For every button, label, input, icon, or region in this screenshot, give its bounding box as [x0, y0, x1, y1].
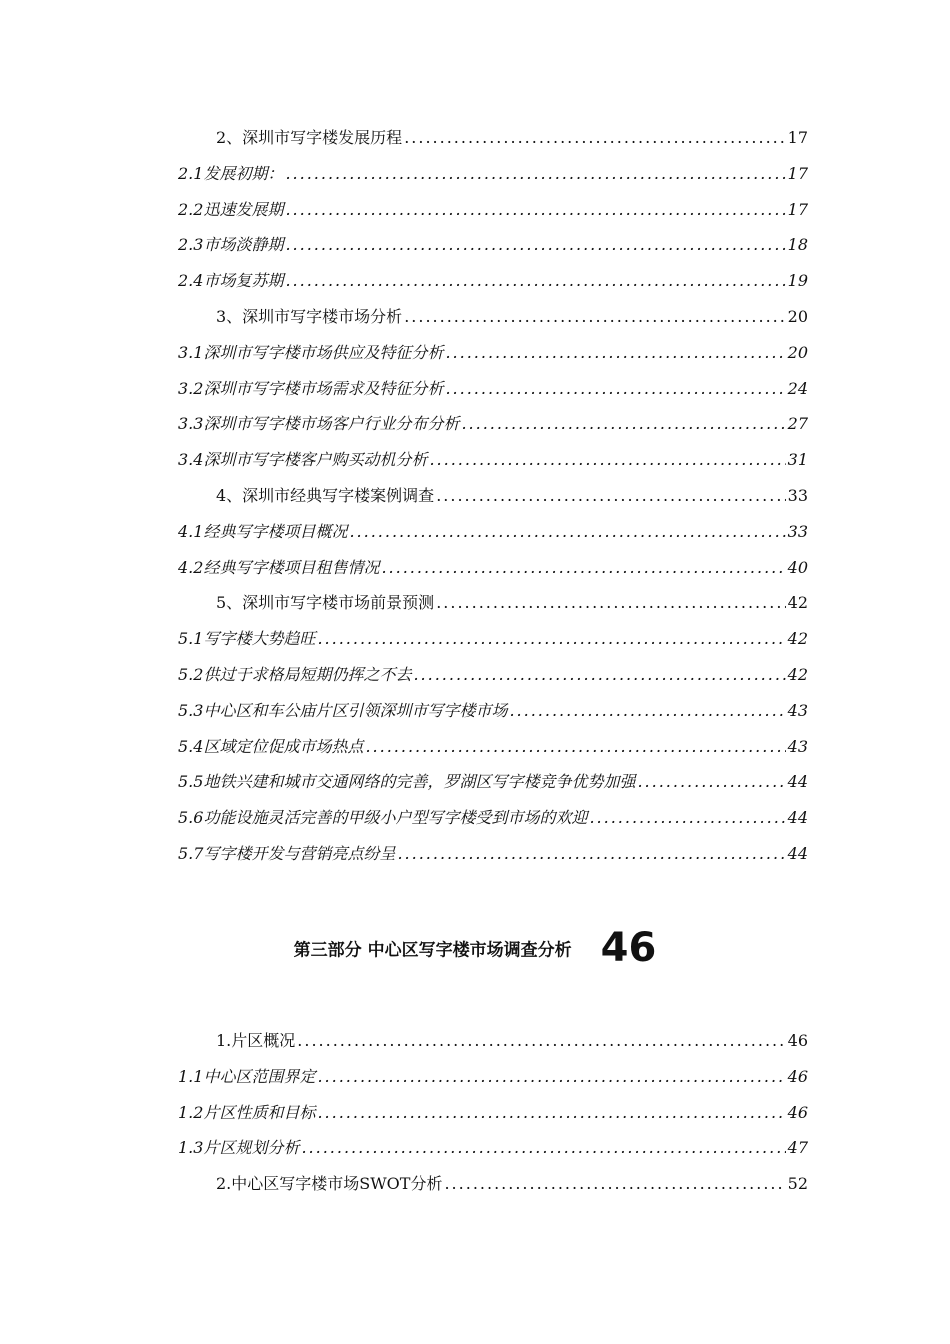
- toc-entry-label: 1.1中心区范围界定: [178, 1066, 316, 1086]
- toc-entry-label: 3.4深圳市写字楼客户购买动机分析: [178, 450, 428, 470]
- toc-entry-page: 19: [787, 271, 808, 291]
- toc-entry[interactable]: [178, 120, 808, 156]
- toc-entry-page: 46: [787, 1066, 808, 1086]
- toc-entry-page: 20: [787, 306, 808, 326]
- dot-leader: [509, 693, 785, 729]
- toc-entry-label: 3、深圳市写字楼市场分析: [216, 306, 403, 326]
- toc-entry-page: 20: [787, 342, 808, 362]
- toc-entry-page: 46: [787, 1102, 808, 1122]
- toc-entry[interactable]: [178, 478, 808, 514]
- dot-leader: [589, 800, 785, 836]
- toc-entry-label: 5.6功能设施灵活完善的甲级小户型写字楼受到市场的欢迎: [178, 808, 588, 828]
- dot-leader: [397, 836, 785, 872]
- toc-entry-page: 40: [787, 557, 808, 577]
- part-title: 第三部分 中心区写字楼市场调查分析: [293, 940, 572, 961]
- toc-entry[interactable]: [178, 621, 808, 657]
- dot-leader: [285, 227, 785, 263]
- dot-leader: [461, 406, 785, 442]
- toc-entry[interactable]: [178, 836, 808, 872]
- part-page-number: 46: [600, 925, 657, 971]
- toc-entry[interactable]: [178, 514, 808, 550]
- toc-entry[interactable]: [178, 156, 808, 192]
- toc-entry-page: 42: [787, 664, 808, 684]
- toc-entry[interactable]: [178, 335, 808, 371]
- toc-entry-label: 2.3市场淡静期: [178, 235, 284, 255]
- toc-entry-page: 47: [787, 1138, 808, 1158]
- toc-entry-label: 4、深圳市经典写字楼案例调查: [216, 485, 435, 505]
- toc-entry[interactable]: [178, 1166, 808, 1202]
- dot-leader: [445, 371, 785, 407]
- toc-entry[interactable]: [178, 371, 808, 407]
- toc-entry-label: 5.7写字楼开发与营销亮点纷呈: [178, 843, 396, 863]
- dot-leader: [301, 1130, 785, 1166]
- toc-entry-label: 1.3片区规划分析: [178, 1138, 300, 1158]
- dot-leader: [297, 1023, 785, 1059]
- dot-leader: [317, 621, 785, 657]
- toc-entry-label: 3.1深圳市写字楼市场供应及特征分析: [178, 342, 444, 362]
- toc-entry-label: 2、深圳市写字楼发展历程: [216, 128, 403, 147]
- toc-entry[interactable]: [178, 729, 808, 765]
- toc-entry-label: 5.5地铁兴建和城市交通网络的完善，罗湖区写字楼竞争优势加强: [178, 772, 636, 792]
- toc-entry[interactable]: [178, 263, 808, 299]
- toc-entry-page: 52: [787, 1174, 808, 1194]
- toc-entry[interactable]: [178, 227, 808, 263]
- toc-entry-label: 5.1写字楼大势趋旺: [178, 629, 316, 649]
- toc-entry-label: 2.2迅速发展期: [178, 199, 284, 219]
- toc-entry-page: 46: [787, 1031, 808, 1050]
- toc-entry-page: 17: [787, 199, 808, 219]
- toc-entry-label: 1.片区概况: [216, 1031, 296, 1050]
- dot-leader: [285, 263, 785, 299]
- toc-entry[interactable]: [178, 764, 808, 800]
- dot-leader: [444, 1166, 785, 1202]
- toc-entry-page: 44: [787, 808, 808, 828]
- toc-entry[interactable]: [178, 550, 808, 586]
- dot-leader: [404, 120, 785, 156]
- toc-entry-label: 5、深圳市写字楼市场前景预测: [216, 593, 435, 613]
- dot-leader: [285, 192, 785, 228]
- toc-entry-label: 2.1发展初期：: [178, 163, 284, 183]
- toc-entry-page: 24: [787, 378, 808, 398]
- dot-leader: [404, 299, 785, 335]
- dot-leader: [317, 1095, 785, 1131]
- dot-leader: [637, 764, 785, 800]
- toc-entry-page: 42: [787, 593, 808, 613]
- toc-list-section-2: [178, 1023, 808, 1202]
- toc-entry-page: 27: [787, 414, 808, 434]
- dot-leader: [317, 1059, 785, 1095]
- toc-entry-label: 5.3中心区和车公庙片区引领深圳市写字楼市场: [178, 700, 508, 720]
- toc-entry[interactable]: [178, 192, 808, 228]
- toc-entry[interactable]: [178, 406, 808, 442]
- toc-entry[interactable]: [178, 299, 808, 335]
- toc-entry-page: 17: [787, 128, 808, 147]
- toc-entry-label: 5.2供过于求格局短期仍挥之不去: [178, 664, 412, 684]
- toc-entry-page: 31: [787, 450, 808, 470]
- dot-leader: [349, 514, 785, 550]
- toc-entry-page: 33: [787, 485, 808, 505]
- toc-entry-label: 4.2经典写字楼项目租售情况: [178, 557, 380, 577]
- toc-entry-page: 44: [787, 772, 808, 792]
- toc-entry-page: 43: [787, 736, 808, 756]
- toc-entry[interactable]: [178, 1095, 808, 1131]
- toc-entry-page: 44: [787, 843, 808, 863]
- toc-entry-page: 18: [787, 235, 808, 255]
- toc-entry[interactable]: [178, 1023, 808, 1059]
- part-three-heading: [0, 925, 950, 971]
- dot-leader: [445, 335, 785, 371]
- toc-entry-page: 17: [787, 163, 808, 183]
- dot-leader: [436, 478, 785, 514]
- toc-entry-label: 2.4市场复苏期: [178, 271, 284, 291]
- dot-leader: [413, 657, 785, 693]
- toc-entry-page: 42: [787, 629, 808, 649]
- dot-leader: [381, 550, 785, 586]
- toc-entry[interactable]: [178, 693, 808, 729]
- dot-leader: [436, 585, 785, 621]
- toc-entry[interactable]: [178, 1059, 808, 1095]
- toc-list-section-1: [178, 120, 808, 872]
- toc-entry[interactable]: [178, 585, 808, 621]
- toc-entry[interactable]: [178, 442, 808, 478]
- dot-leader: [365, 729, 785, 765]
- dot-leader: [429, 442, 785, 478]
- toc-entry-page: 43: [787, 700, 808, 720]
- toc-entry[interactable]: [178, 1130, 808, 1166]
- toc-entry-label: 5.4区域定位促成市场热点: [178, 736, 364, 756]
- toc-entry-label: 1.2片区性质和目标: [178, 1102, 316, 1122]
- toc-entry-label: 3.3深圳市写字楼市场客户行业分布分析: [178, 414, 460, 434]
- toc-entry[interactable]: [178, 657, 808, 693]
- dot-leader: [285, 156, 785, 192]
- toc-entry-page: 33: [787, 521, 808, 541]
- toc-entry-label: 2.中心区写字楼市场SWOT分析: [216, 1174, 443, 1194]
- toc-entry-label: 3.2深圳市写字楼市场需求及特征分析: [178, 378, 444, 398]
- toc-entry[interactable]: [178, 800, 808, 836]
- toc-entry-label: 4.1经典写字楼项目概况: [178, 521, 348, 541]
